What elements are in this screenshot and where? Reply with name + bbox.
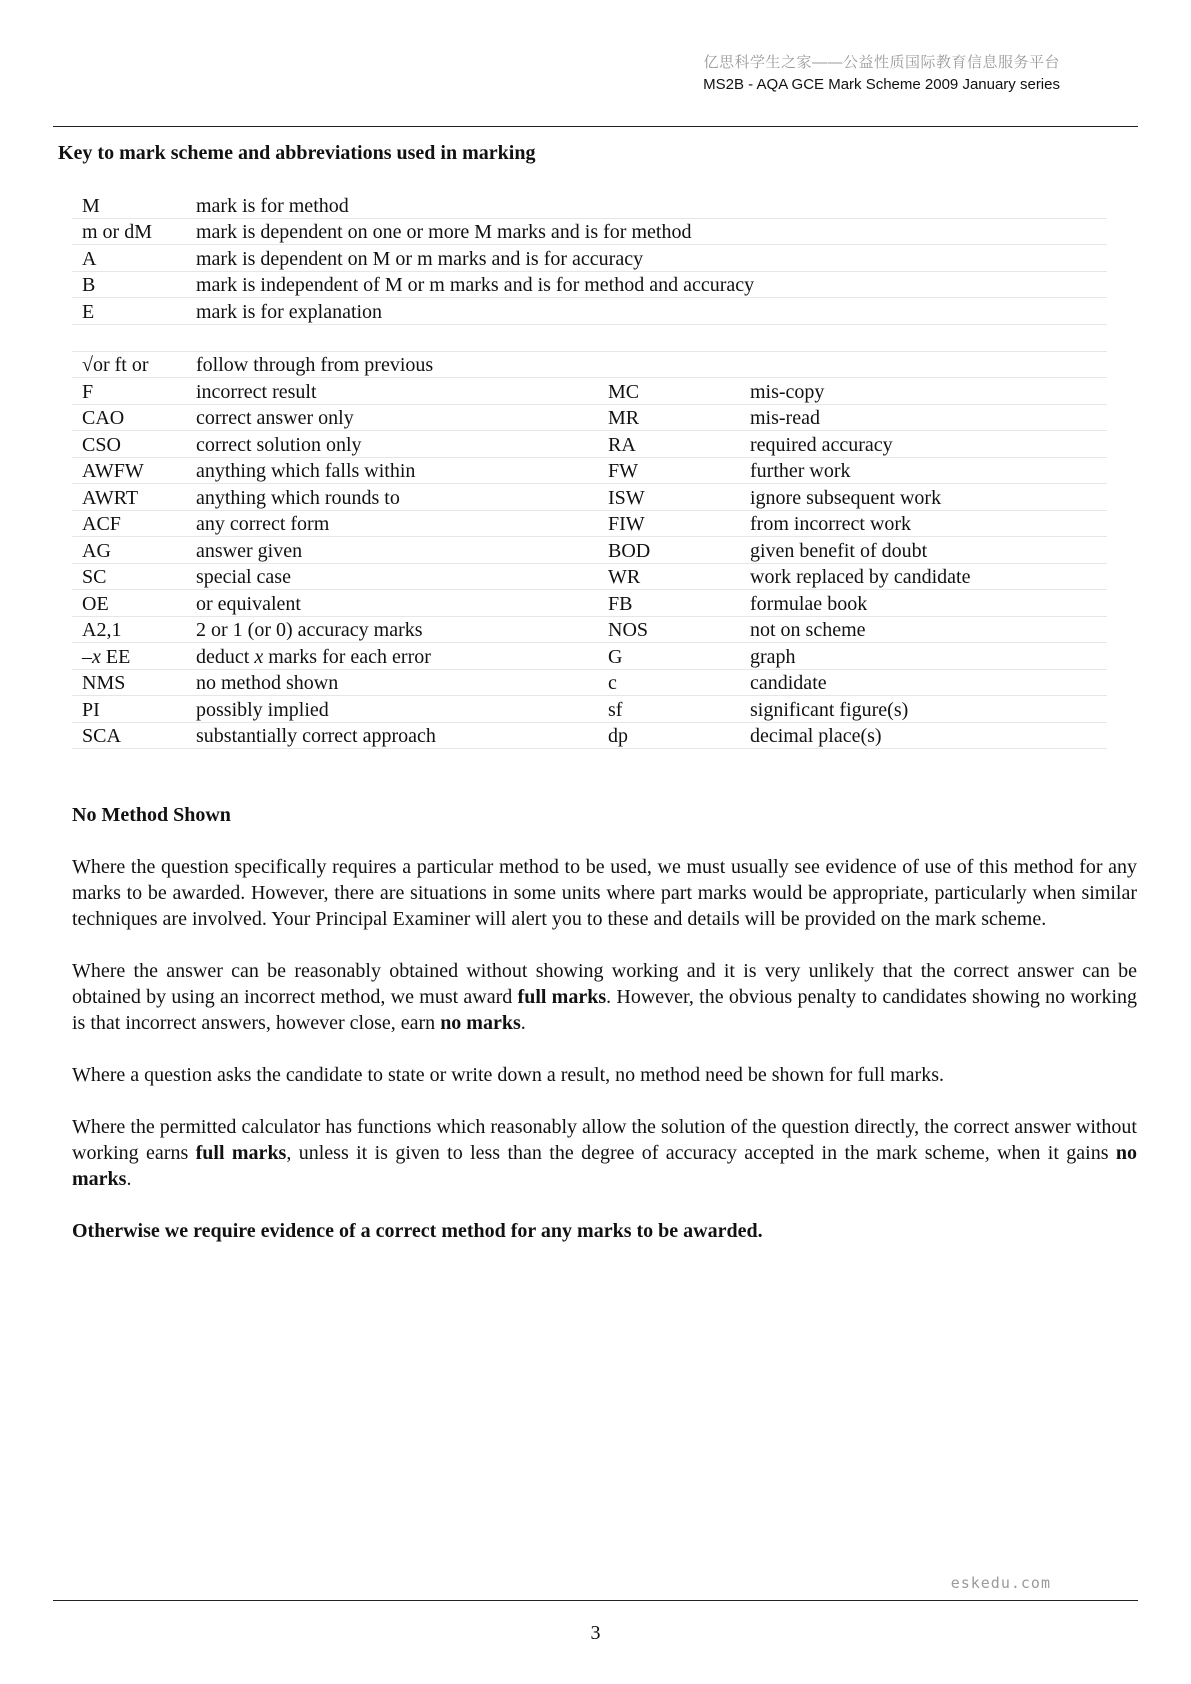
- header-watermark: 亿思科学生之家——公益性质国际教育信息服务平台: [703, 54, 1060, 71]
- abbr-cell: SC: [72, 563, 186, 590]
- emphasis-full-marks: full marks: [195, 1142, 287, 1164]
- meaning-cell: not on scheme: [740, 616, 1107, 643]
- abbr-cell: M: [72, 192, 186, 218]
- table-row: [72, 457, 1107, 484]
- abbr-cell: CAO: [72, 404, 186, 431]
- abbr-variable: x: [92, 645, 101, 668]
- meaning-cell: anything which rounds to: [186, 484, 598, 511]
- meaning-cell: special case: [186, 563, 598, 590]
- table-spacer-row: [72, 324, 1107, 351]
- meaning-variable: x: [254, 645, 264, 668]
- meaning-cell: incorrect result: [186, 378, 598, 405]
- abbr-cell: [72, 643, 186, 670]
- meaning-cell: candidate: [740, 669, 1107, 696]
- abbr-cell: NMS: [72, 669, 186, 696]
- meaning-cell: mark is dependent on M or m marks and is for accuracy: [186, 245, 1107, 272]
- table-row: [72, 351, 1107, 378]
- header-series: MS2B - AQA GCE Mark Scheme 2009 January series: [703, 76, 1060, 93]
- footer-rule: [53, 1600, 1138, 1601]
- abbr-cell: BOD: [598, 537, 740, 564]
- meaning-cell: mark is for method: [186, 192, 1107, 218]
- text: . However, the obvious penalty to candidates showing no working is that incorrect answers, however close, earn: [72, 986, 1138, 1034]
- emphasis-no-marks: no marks: [72, 1142, 1138, 1190]
- emphasis-full-marks: full marks: [517, 986, 607, 1008]
- text: Where the answer can be reasonably obtained without showing working and it is very unlikely that the correct answer can be obtained by using an incorrect method, we must award: [72, 960, 1137, 1008]
- abbr-cell: FB: [598, 590, 740, 617]
- meaning-cell: graph: [740, 643, 1107, 670]
- abbr-cell: ISW: [598, 484, 740, 511]
- abbr-cell: FW: [598, 457, 740, 484]
- table-row: [72, 245, 1107, 272]
- abbr-cell: √or ft or: [72, 351, 186, 378]
- meaning-cell: no method shown: [186, 669, 598, 696]
- paragraph-1: Where the question specifically requires a particular method to be used, we must usually see evidence of use of this method for any marks to be awarded. However, there are situations in some units where part marks would be appropriate, particularly when similar techniques are involved. Your Principal Examiner will alert you to these and details will be provided on the mark scheme.: [72, 856, 1137, 930]
- page-number: 3: [590, 1622, 601, 1644]
- meaning-cell: [740, 351, 1107, 378]
- abbr-cell: c: [598, 669, 740, 696]
- footer-watermark: eskedu.com: [950, 1574, 1051, 1592]
- meaning-cell: any correct form: [186, 510, 598, 537]
- abbr-cell: ACF: [72, 510, 186, 537]
- abbr-cell: MC: [598, 378, 740, 405]
- meaning-suffix: marks for each error: [263, 645, 431, 668]
- table-row: [72, 431, 1107, 458]
- meaning-cell: significant figure(s): [740, 696, 1107, 723]
- meaning-cell: given benefit of doubt: [740, 537, 1107, 564]
- table-row: [72, 563, 1107, 590]
- meaning-cell: mis-read: [740, 404, 1107, 431]
- abbr-suffix: EE: [100, 645, 131, 668]
- meaning-cell: required accuracy: [740, 431, 1107, 458]
- meaning-cell: further work: [740, 457, 1107, 484]
- paragraph-4: [72, 1114, 1137, 1192]
- table-row: [72, 722, 1107, 749]
- meaning-cell: [186, 643, 598, 670]
- table-row: [72, 271, 1107, 298]
- paragraph-5: Otherwise we require evidence of a correct method for any marks to be awarded.: [72, 1220, 763, 1242]
- abbr-cell: B: [72, 271, 186, 298]
- abbr-cell: G: [598, 643, 740, 670]
- table-row: [72, 590, 1107, 617]
- table-row: [72, 484, 1107, 511]
- meaning-cell: mark is for explanation: [186, 298, 1107, 325]
- meaning-cell: or equivalent: [186, 590, 598, 617]
- table-row: [72, 298, 1107, 325]
- meaning-cell: mark is dependent on one or more M marks and is for method: [186, 218, 1107, 245]
- meaning-cell: possibly implied: [186, 696, 598, 723]
- meaning-prefix: deduct: [196, 645, 255, 668]
- abbr-cell: FIW: [598, 510, 740, 537]
- abbr-cell: AWRT: [72, 484, 186, 511]
- meaning-cell: decimal place(s): [740, 722, 1107, 749]
- table-row: [72, 510, 1107, 537]
- meaning-cell: mark is independent of M or m marks and is for method and accuracy: [186, 271, 1107, 298]
- meaning-cell: follow through from previous: [186, 351, 598, 378]
- table-row: [72, 537, 1107, 564]
- paragraph-2: [72, 958, 1137, 1036]
- abbr-cell: AG: [72, 537, 186, 564]
- abbr-cell: [598, 351, 740, 378]
- abbr-cell: WR: [598, 563, 740, 590]
- abbr-cell: dp: [598, 722, 740, 749]
- meaning-cell: ignore subsequent work: [740, 484, 1107, 511]
- abbr-cell: A: [72, 245, 186, 272]
- section-heading: No Method Shown: [72, 804, 231, 826]
- table-row: [72, 218, 1107, 245]
- emphasis-no-marks: no marks: [440, 1012, 521, 1034]
- table-row: [72, 378, 1107, 405]
- abbr-cell: m or dM: [72, 218, 186, 245]
- abbr-cell: A2,1: [72, 616, 186, 643]
- key-title: Key to mark scheme and abbreviations used in marking: [58, 142, 536, 164]
- abbr-cell: RA: [598, 431, 740, 458]
- meaning-cell: substantially correct approach: [186, 722, 598, 749]
- meaning-cell: mis-copy: [740, 378, 1107, 405]
- abbr-cell: AWFW: [72, 457, 186, 484]
- meaning-cell: answer given: [186, 537, 598, 564]
- table-row: [72, 404, 1107, 431]
- abbr-cell: SCA: [72, 722, 186, 749]
- meaning-cell: work replaced by candidate: [740, 563, 1107, 590]
- abbr-cell: PI: [72, 696, 186, 723]
- abbr-cell: MR: [598, 404, 740, 431]
- page-header: [703, 52, 1060, 96]
- abbr-cell: NOS: [598, 616, 740, 643]
- abbreviations-table: [72, 192, 1107, 749]
- header-rule: [53, 126, 1138, 127]
- table-row: [72, 643, 1107, 670]
- meaning-cell: anything which falls within: [186, 457, 598, 484]
- text: .: [520, 1012, 526, 1034]
- meaning-cell: from incorrect work: [740, 510, 1107, 537]
- no-method-shown-section: [72, 802, 1137, 1270]
- text: .: [126, 1168, 132, 1190]
- abbr-cell: F: [72, 378, 186, 405]
- abbr-cell: OE: [72, 590, 186, 617]
- abbr-cell: sf: [598, 696, 740, 723]
- meaning-cell: formulae book: [740, 590, 1107, 617]
- paragraph-3: Where a question asks the candidate to state or write down a result, no method need be shown for full marks.: [72, 1064, 944, 1086]
- abbr-cell: E: [72, 298, 186, 325]
- text: Where the permitted calculator has functions which reasonably allow the solution of the question directly, the correct answer without working earns: [72, 1116, 1137, 1164]
- table-row: [72, 696, 1107, 723]
- table-row: [72, 616, 1107, 643]
- abbr-prefix: –: [82, 645, 92, 668]
- meaning-cell: 2 or 1 (or 0) accuracy marks: [186, 616, 598, 643]
- table-row: [72, 192, 1107, 218]
- table-row: [72, 669, 1107, 696]
- text: , unless it is given to less than the degree of accuracy accepted in the mark scheme, when it gains: [286, 1142, 1116, 1164]
- meaning-cell: correct answer only: [186, 404, 598, 431]
- meaning-cell: correct solution only: [186, 431, 598, 458]
- abbr-cell: CSO: [72, 431, 186, 458]
